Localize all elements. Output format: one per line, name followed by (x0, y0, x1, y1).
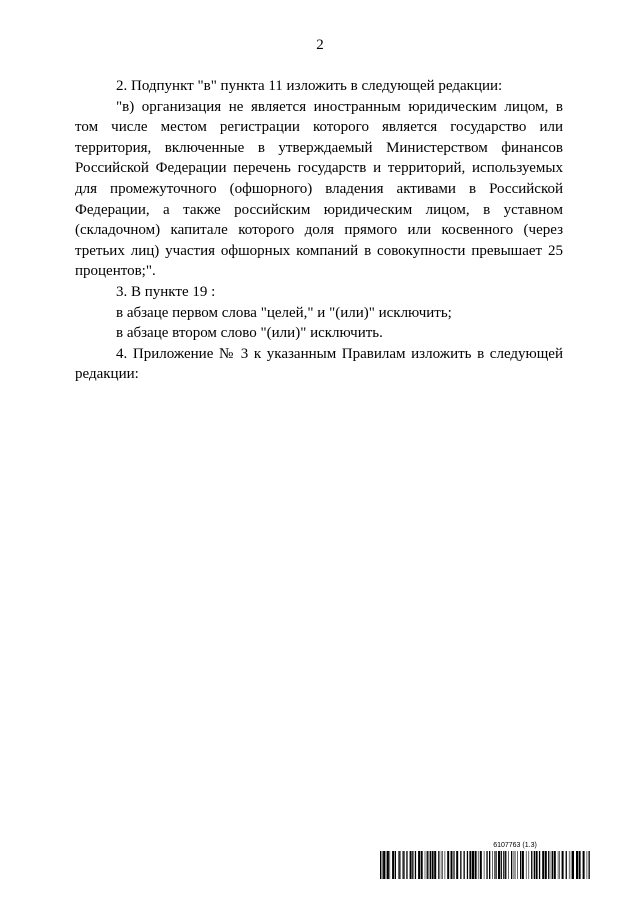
paragraph-item-4: 4. Приложение № 3 к указанным Правилам изложить в следующей редакции: (75, 345, 563, 383)
paragraph-item-3-second-abzac: в абзаце втором слово "(или)" исключить. (116, 325, 383, 342)
barcode-block (380, 842, 590, 879)
paragraph-item-2: 2. Подпункт "в" пункта 11 изложить в следующей редакции: (116, 78, 503, 94)
paragraph-item-3: 3. В пункте 19 : (116, 283, 216, 300)
barcode-code: 6107763 (1.3) (493, 842, 537, 849)
page-number: 2 (316, 37, 324, 53)
paragraph-item-3-first-abzac: в абзаце первом слова "целей," и "(или)" исключить; (116, 304, 452, 321)
barcode-image (380, 851, 590, 879)
paragraph-item-2v-text: "в) организация не является иностранным юридическим лицом, в том числе местом регистрации которого является государство или территория, включенные в утверждаемый Министерством финансов Российской Федерации перечень государств и территорий, используемых для промежуточного (офшорного) владения активами в Российской Федерации, а также российским юридическим лицом, в уставном (складочном) капитале которого доля прямого или косвенного (через третьих лиц) участия офшорных компаний в совокупности превышает 25 процентов;". (75, 98, 563, 280)
document-body (75, 76, 563, 385)
